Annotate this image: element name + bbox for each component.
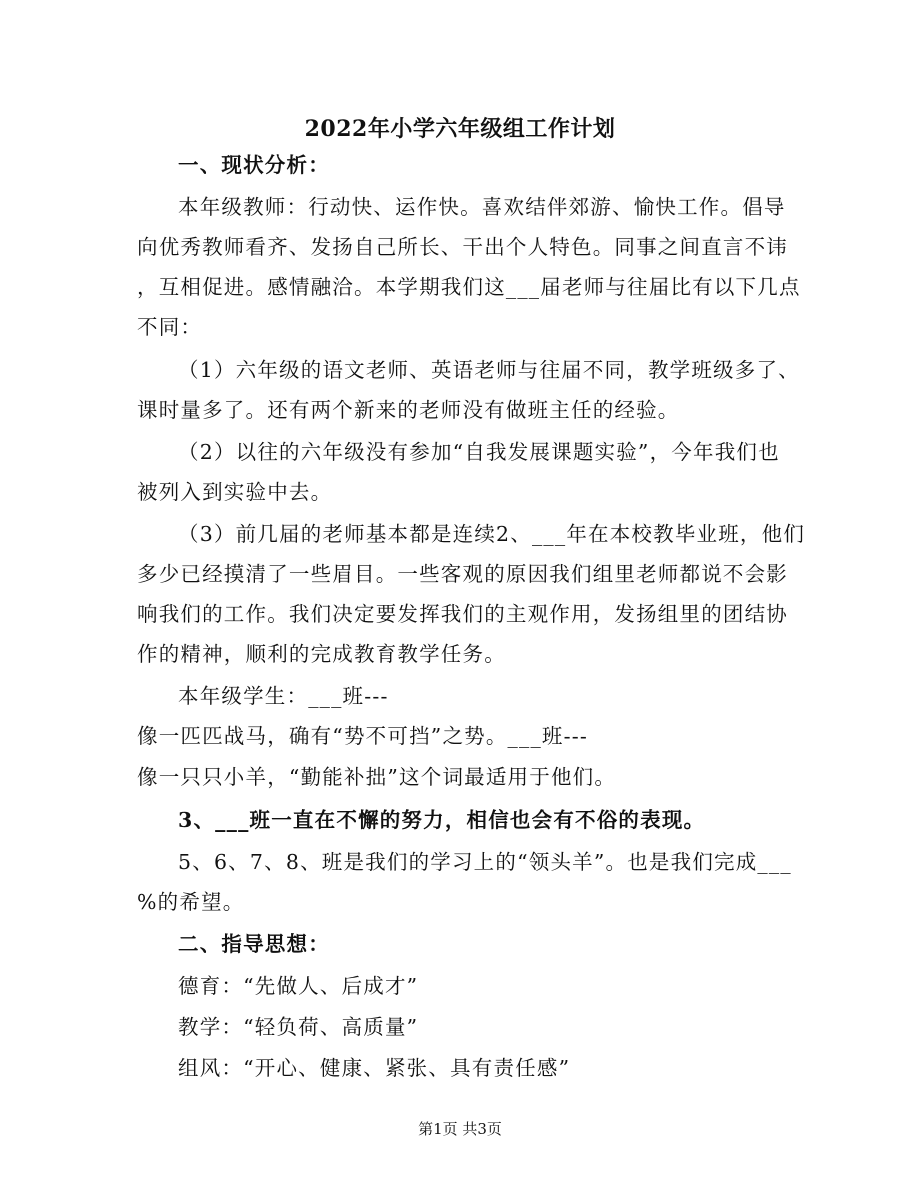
paragraph-line: 本年级学生：___班--- (178, 684, 389, 708)
paragraph-line: 课时量多了。还有两个新来的老师没有做班主任的经验。 (137, 398, 680, 422)
paragraph-line: 像一只只小羊，“勤能补拙”这个词最适用于他们。 (137, 765, 617, 789)
paragraph-line: %的希望。 (137, 890, 245, 914)
paragraph-line: 5、6、7、8、班是我们的学习上的“领头羊”。也是我们完成___ (178, 850, 792, 874)
paragraph-line: 德育：“先做人、后成才” (178, 974, 419, 998)
paragraph-line: 作的精神，顺利的完成教育教学任务。 (137, 642, 506, 666)
paragraph-line: 多少已经摸清了一些眉目。一些客观的原因我们组里老师都说不会影 (137, 562, 788, 586)
paragraph-line: ，互相促进。感情融洽。本学期我们这___届老师与往届比有以下几点 (137, 275, 801, 299)
paragraph-line: 像一匹匹战马，确有“势不可挡”之势。___班--- (137, 724, 588, 748)
paragraph-line: （2）以往的六年级没有参加“自我发展课题实验”，今年我们也 (178, 440, 780, 464)
paragraph-line: （3）前几届的老师基本都是连续2、___年在本校教毕业班，他们 (178, 522, 806, 546)
document-title: 2022年小学六年级组工作计划 (304, 116, 616, 142)
paragraph-line-bold: 3、___班一直在不懈的努力，相信也会有不俗的表现。 (178, 808, 706, 832)
paragraph-line: （1）六年级的语文老师、英语老师与往届不同，教学班级多了、 (178, 358, 800, 382)
paragraph-line: 教学：“轻负荷、高质量” (178, 1015, 419, 1039)
page-footer: 第1页 共3页 (418, 1120, 502, 1138)
section-heading-status: 一、现状分析： (178, 153, 330, 177)
paragraph-line: 不同： (137, 315, 203, 339)
section-heading-guiding-idea: 二、指导思想： (178, 932, 330, 956)
paragraph-line: 向优秀教师看齐、发扬自己所长、干出个人特色。同事之间直言不讳 (137, 235, 788, 259)
paragraph-line: 本年级教师：行动快、运作快。喜欢结伴郊游、愉快工作。倡导 (178, 195, 786, 219)
paragraph-line: 响我们的工作。我们决定要发挥我们的主观作用，发扬组里的团结协 (137, 602, 788, 626)
paragraph-line: 被列入到实验中去。 (137, 480, 333, 504)
paragraph-line: 组风：“开心、健康、紧张、具有责任感” (178, 1056, 571, 1080)
